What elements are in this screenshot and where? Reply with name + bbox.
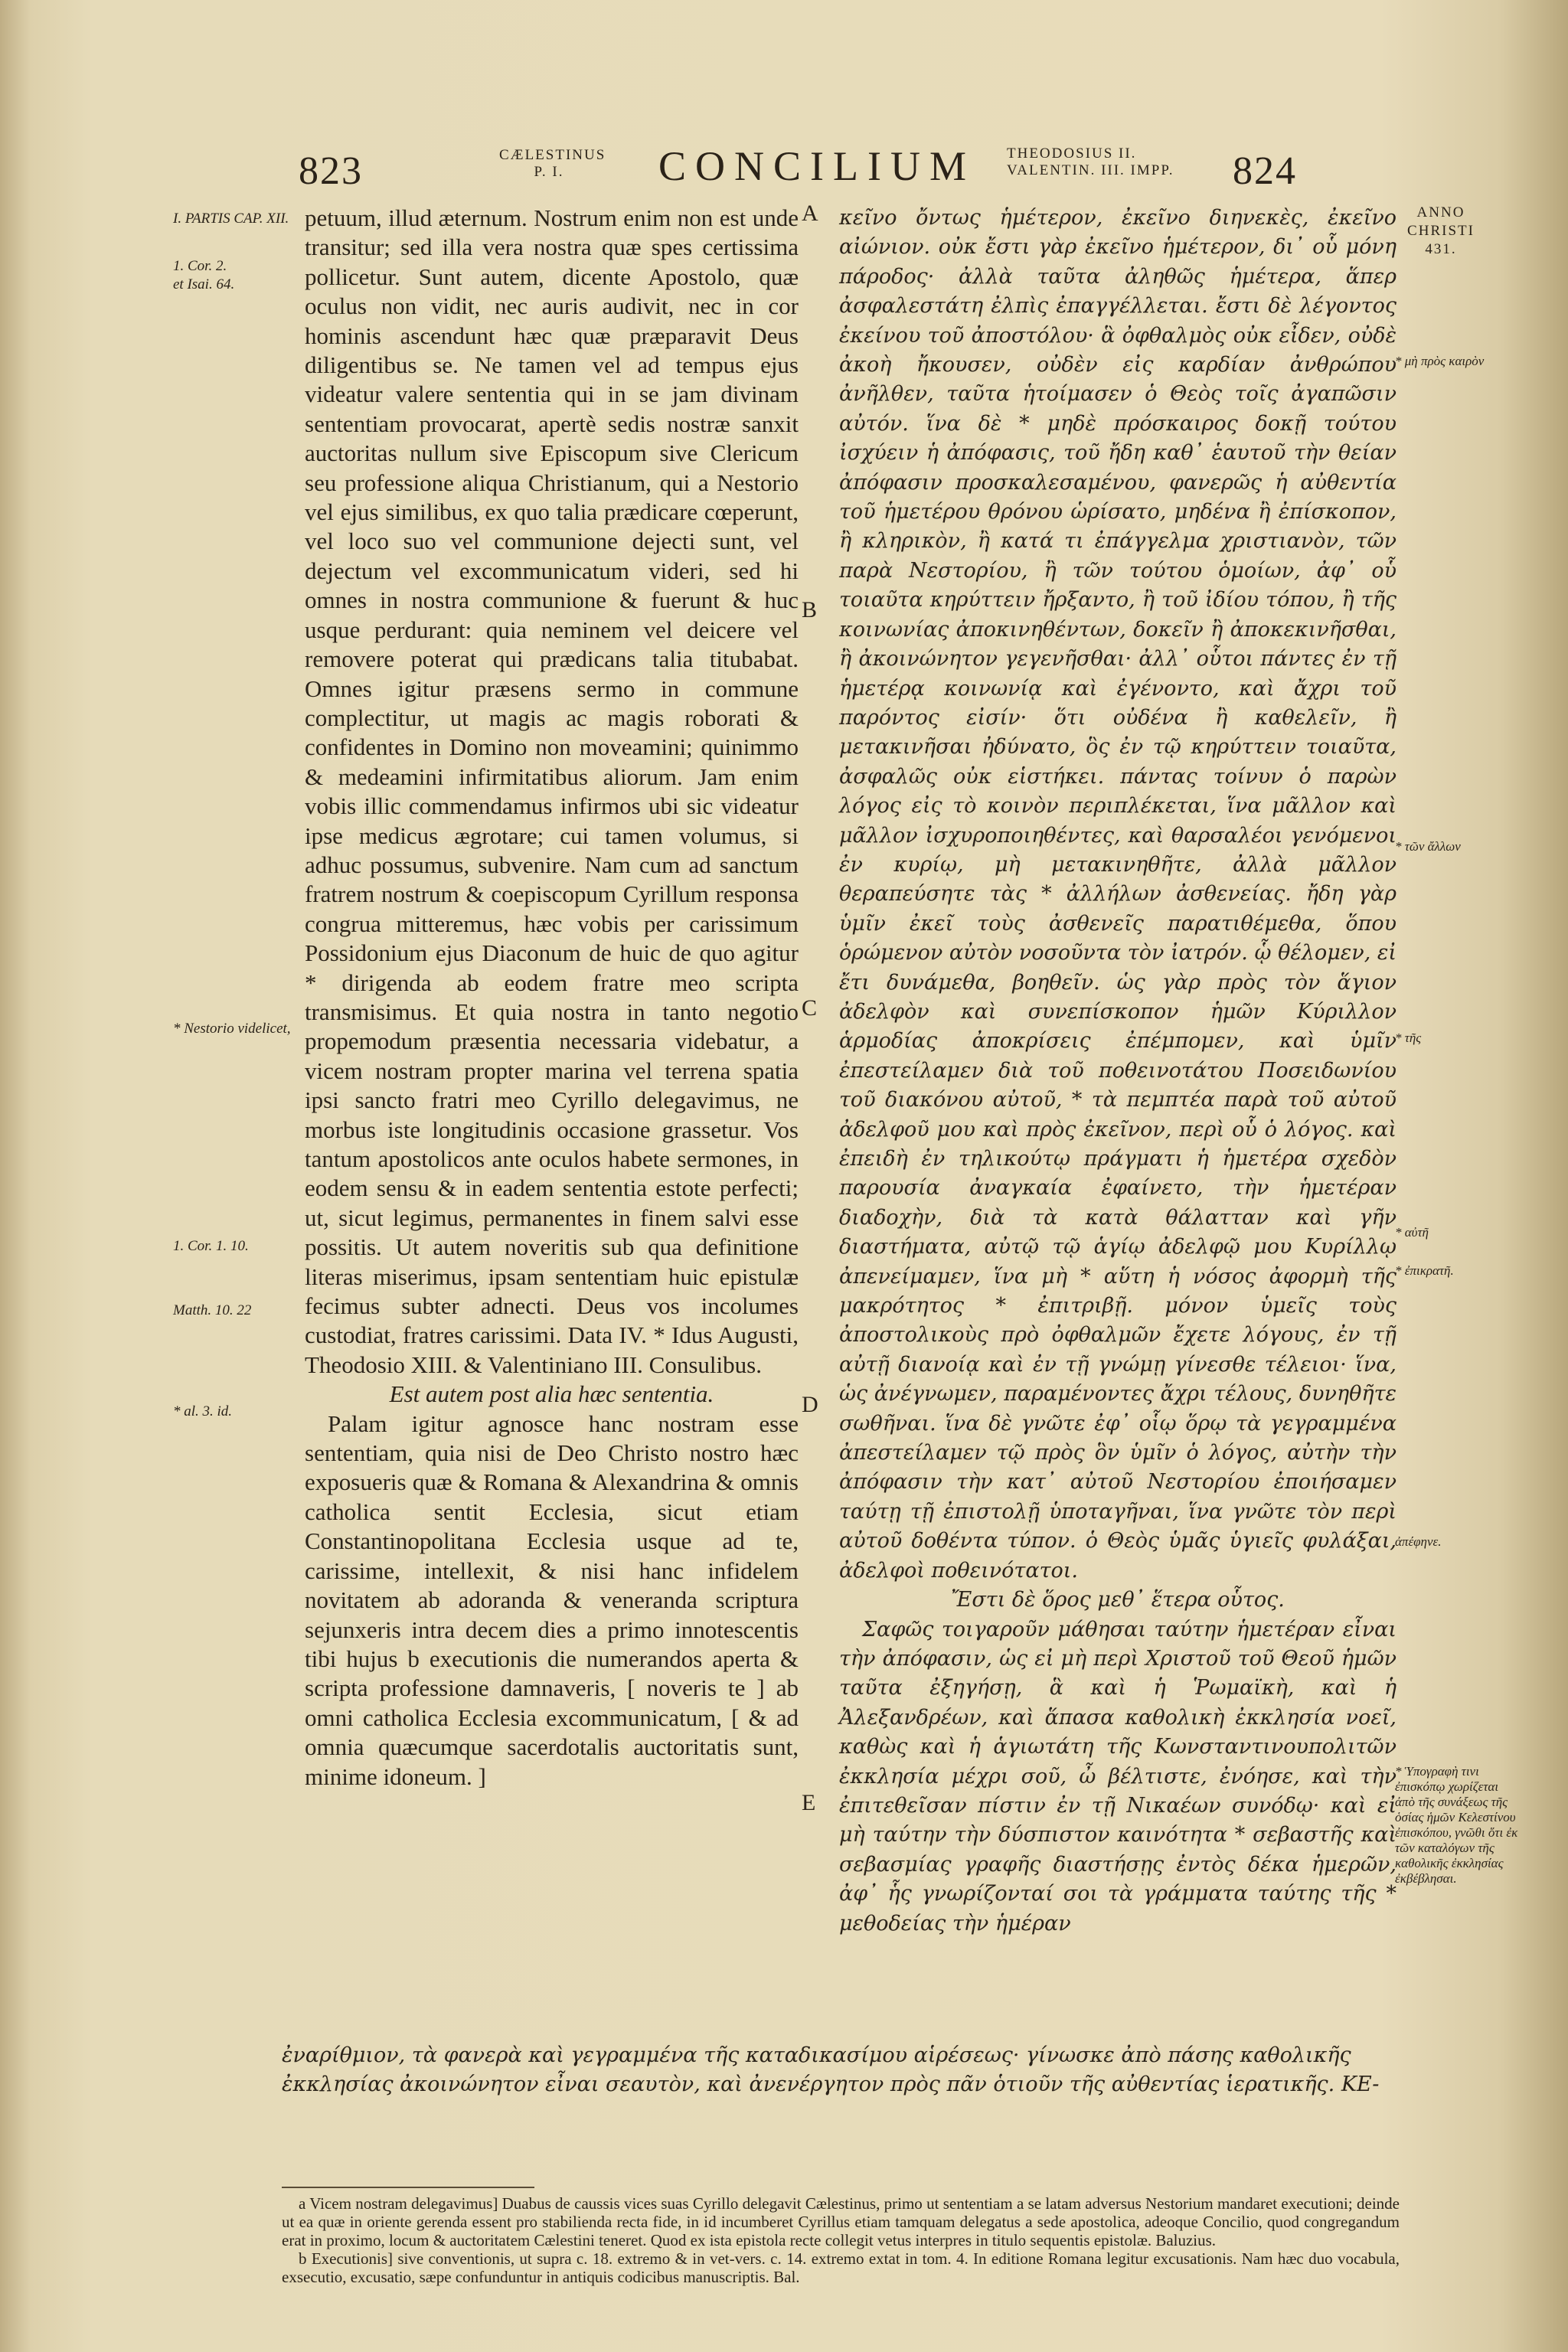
section-letter: A xyxy=(802,201,818,226)
footnotes xyxy=(282,2194,1400,2286)
section-letter: B xyxy=(802,597,818,622)
section-letter: C xyxy=(802,995,818,1021)
margin-note-ref: 1. Cor. 1. 10. xyxy=(173,1238,249,1254)
margin-note-variant: ἀπέφηνε. xyxy=(1395,1534,1442,1549)
greek-full-width-text: ἐναρίθμιον, τὰ φανερὰ καὶ γεγραμμένα τῆς καταδικασίμου αἱρέσεως· γίνωσκε ἀπὸ πάσης καθολικῆς ἐκκλησίας ἀκοινώνητον εἶναι σεαυτὸν, καὶ ἀνενέργητον πρὸς πᾶν ὁτιοῦν τῆς αὐθεντίας ἱερατικῆς. KE- xyxy=(282,2043,1380,2096)
margin-note-variant: * Ὑπογραφὴ τινι ἐπισκόπῳ χωρίζεται ἀπὸ τῆς συνάξεως τῆς ὁσίας ἡμῶν Κελεστίνου ἐπισκόπου, γνῶθι ὅτι ἐκ τῶν καταλόγων τῆς καθολικῆς ἐκκλησίας ἐκβέβλησαι. xyxy=(1395,1764,1518,1886)
margin-note-variant: * αὐτῆ xyxy=(1395,1225,1429,1240)
margin-note-gloss: * Nestorio videlicet, xyxy=(173,1021,291,1037)
margin-note-variant: * τῆς xyxy=(1395,1031,1422,1045)
latin-paragraph: petuum, illud æternum. Nostrum enim non est unde transitur; sed illa vera nostra quæ spes certissima pollicetur. Sunt autem, dicente Apostolo, quæ oculus non vidit, nec auris audivit, nec in cor hominis ascendunt hæc quæ præparavit Deus diligentibus se. Ne tamen vel ad tempus ejus videatur valere sententia qui in se jam divinam sententiam provocarat, apertè sedis nostræ sanxit auctoritas nullum sive Episcopum sive Clericum seu professione aliqua Christianum, qui a Nestorio vel ejus similibus, ex quo talia prædicare cœperunt, vel loco suo vel communione dejecti sunt, vel dejectum vel excommunicatum videri, sed hi omnes in nostra communione & fuerunt & huc usque perdurant: quia neminem vel deicere vel removere poterat qui prædicans talia titubabat. Omnes igitur præsens sermo in commune complectitur, ut magis ac magis roborati & confidentes in Domino non moveamini; quinimmo & medeamini infirmitatibus aliorum. Jam enim vobis illic commendamus infirmos ubi sic videatur ipse medicus ægrotare; cui tamen volumus, si adhuc possumus, subvenire. Nam cum ad sanctum fratrem nostrum & coepiscopum Cyrillum responsa congrua mitteremus, hæc vobis per carissimum Possidonium ejus Diaconum de huic de quo agitur * dirigenda ab eodem fratre meo scripta transmisimus. Et quia nostra in tanto negotio propemodum præsentia necessaria videbatur, a vicem nostram propter marina vel terrena spatia ipsi sancto fratri meo Cyrillo delegavimus, ne morbus iste longitudinis occasione grassetur. Vos tantum apostolicos ante oculos habete sermones, in eodem sensu & in eadem sententia estote perfecti; ut, sicut legimus, permanentes in finem salvi esse possitis. Ut autem noveritis sub qua definitione literas miserimus, ipsam sententiam huic epistulæ fecimus subter adnecti. Deus vos incolumes custodiat, fratres carissimi. Data IV. * Idus Augusti, Theodosio XIII. & Valentiniano III. Consulibus. xyxy=(305,204,799,1378)
margin-note-gloss: * al. 3. id. xyxy=(173,1403,233,1419)
section-letter: E xyxy=(802,1790,816,1815)
greek-column xyxy=(839,204,1396,1939)
margin-note-variant: * τῶν ἄλλων xyxy=(1395,839,1461,854)
margin-note-variant: * ἐπικρατῆ. xyxy=(1395,1263,1454,1278)
margin-note-variant: * μὴ πρὸς καιρὸν xyxy=(1395,354,1485,368)
margin-note-ref: Matth. 10. 22 xyxy=(173,1302,252,1318)
latin-rubric: Est autem post alia hæc sententia. xyxy=(389,1380,714,1408)
greek-rubric: Ἔστι δὲ ὅρος μεθ᾽ ἕτερα οὗτος. xyxy=(951,1588,1285,1612)
margin-note-part: I. PARTIS CAP. XII. xyxy=(173,211,289,227)
margin-note-year: ANNO CHRISTI 431. xyxy=(1407,204,1475,257)
margin-note-ref: et Isai. 64. xyxy=(173,276,235,292)
latin-paragraph: Palam igitur agnosce hanc nostram esse sententiam, quia nisi de Deo Christo nostro hæc exposueris quæ & Romana & Alexandrina & omnis catholica sentit Ecclesia, sicut etiam Constantinopolitana Ecclesia usque ad te, carissime, intellexit, & nisi hanc infidelem novitatem ab adoranda & veneranda scriptura sejunxeris intra decem dies a primo innotescentis tibi hujus b executionis die numerandos aperta & scripta professione damnaveris, [ noveris te ] ab omni catholica Ecclesia excommunicatum, [ & ad omnia quæcumque sacerdotalis auctoritatis sunt, minime idoneum. ] xyxy=(305,1410,799,1790)
greek-paragraph: Σαφῶς τοιγαροῦν μάθησαι ταύτην ἡμετέραν εἶναι τὴν ἀπόφασιν, ὡς εἰ μὴ περὶ Χριστοῦ τοῦ Θεοῦ ἡμῶν ταῦτα ἐξηγήσῃ, ἃ καὶ ἡ Ῥωμαϊκὴ, καὶ ἡ Ἀλεξανδρέων, καὶ ἅπασα καθολικὴ ἐκκλησία νοεῖ, καθὼς καὶ ἡ ἁγιωτάτη τῆς Κωνσταντινουπολιτῶν ἐκκλησία μέχρι σοῦ, ὦ βέλτιστε, ἐνόησε, καὶ τὴν ἐπιτεθεῖσαν πίστιν ἐν τῇ Νικαέων συνόδῳ· καὶ εἰ μὴ ταύτην τὴν δύσπιστον καινότητα * σεβαστῆς καὶ σεβασμίας γραφῆς διαστήσῃς ἐντὸς δέκα ἡμερῶν, ἀφ᾽ ἧς γνωρίζονταί σοι τὰ γράμματα ταύτης τῆς * μεθοδείας τὴν ἡμέραν xyxy=(839,1617,1396,1936)
footnote: a Vicem nostram delegavimus] Duabus de caussis vices suas Cyrillo delegavit Cælestinus, primo ut sententiam a se latam adversus Nestorium mandaret executioni; deinde ut ea quæ in oriente gerenda essent pro stabilienda recta fide, in id incumberet Cyrillus etiam tamquam delegatus a sede apostolica, adeoque Concilio, quod congregandum erat in proximo, locum & auctoritatem Cælestini teneret. Quod ex ista epistola recte collegit vetus interpres in titulo sequentis epistolæ. Baluzius. xyxy=(282,2194,1400,2249)
running-header xyxy=(0,142,1568,196)
margin-note-ref: 1. Cor. 2. xyxy=(173,258,227,274)
footnote-rule xyxy=(282,2187,534,2188)
running-head-left: CÆLESTINUS P. I. xyxy=(499,147,606,180)
running-head-right: THEODOSIUS II. VALENTIN. III. IMPP. xyxy=(1007,145,1174,178)
page-number-left: 823 xyxy=(299,149,363,193)
section-letter: D xyxy=(802,1392,818,1417)
footnote: b Executionis] sive conventionis, ut supra c. 18. extremo & in vet-vers. c. 14. extremo extat in tom. 4. In editione Romana legitur excusationis. Nam hæc duo vocabula, exsecutio, excusatio, sæpe confunduntur in antiquis codicibus manuscriptis. Bal. xyxy=(282,2249,1400,2286)
page-number-right: 824 xyxy=(1233,149,1297,193)
latin-column xyxy=(305,204,799,1792)
greek-paragraph: κεῖνο ὄντως ἡμέτερον, ἐκεῖνο διηνεκὲς, ἐκεῖνο αἰώνιον. οὐκ ἔστι γὰρ ἐκεῖνο ἡμέτερον, δι᾽ οὗ μόνη πάροδος· ἀλλὰ ταῦτα ἀληθῶς ἡμέτερα, ἅπερ ἀσφαλεστάτη ἐλπὶς ἐπαγγέλλεται. ἔστι δὲ λέγοντος ἐκείνου τοῦ ἀποστόλου· ἃ ὀφθαλμὸς οὐκ εἶδεν, οὐδὲ ἀκοὴ ἤκουσεν, οὐδὲν εἰς καρδίαν ἀνθρώπου ἀνῆλθεν, ταῦτα ἡτοίμασεν ὁ Θεὸς τοῖς ἀγαπῶσιν αὐτόν. ἵνα δὲ * μηδὲ πρόσκαιρος δοκῇ τούτου ἰσχύειν ἡ ἀπόφασις, τοῦ ἤδη καθ᾽ ἑαυτοῦ τὴν θείαν ἀπόφασιν προσκαλεσαμένου, φανερῶς ἡ αὐθεντία τοῦ ἡμετέρου θρόνου ὡρίσατο, μηδένα ἢ ἐπίσκοπον, ἢ κληρικὸν, ἢ κατά τι ἐπάγγελμα χριστιανὸν, τῶν παρὰ Νεστορίου, ἢ τῶν τούτου ὁμοίων, ἀφ᾽ οὗ τοιαῦτα κηρύττειν ἤρξαντο, ἢ τοῦ ἰδίου τόπου, ἢ τῆς κοινωνίας ἀποκινηθέντων, δοκεῖν ἢ ἀποκεκινῆσθαι, ἢ ἀκοινώνητον γεγενῆσθαι· ἀλλ᾽ οὗτοι πάντες ἐν τῇ ἡμετέρᾳ κοινωνίᾳ καὶ ἐγένοντο, καὶ ἄχρι τοῦ παρόντος εἰσίν· ὅτι οὐδένα ἢ καθελεῖν, ἢ μετακινῆσαι ἠδύνατο, ὃς ἐν τῷ κηρύττειν τοιαῦτα, ἀσφαλῶς οὐκ εἱστήκει. πάντας τοίνυν ὁ παρὼν λόγος εἰς τὸ κοινὸν περιπλέκεται, ἵνα μᾶλλον καὶ μᾶλλον ἰσχυροποιηθέντες, καὶ θαρσαλέοι γενόμενοι ἐν κυρίῳ, μὴ μετακινηθῆτε, ἀλλὰ μᾶλλον θεραπεύσητε τὰς * ἀλλήλων ἀσθενείας. ἤδη γὰρ ὑμῖν ἐκεῖ τοὺς ἀσθενεῖς παρατιθέμεθα, ὅπου ὁρώμενον αὐτὸν νοσοῦντα τὸν ἰατρόν. ᾧ θέλομεν, εἰ ἔτι δυνάμεθα, βοηθεῖν. ὡς γὰρ πρὸς τὸν ἅγιον ἀδελφὸν καὶ συνεπίσκοπον ἡμῶν Κύριλλον ἁρμοδίας ἀποκρίσεις ἐπέμπομεν, καὶ ὑμῖν ἐπεστείλαμεν διὰ τοῦ ποθεινοτάτου Ποσειδωνίου τοῦ διακόνου αὐτοῦ, * τὰ πεμπτέα παρὰ τοῦ αὐτοῦ ἀδελφοῦ μου καὶ πρὸς ἐκεῖνον, περὶ οὗ ὁ λόγος. καὶ ἐπειδὴ ἐν τηλικούτῳ πράγματι ἡ ἡμετέρα σχεδὸν παρουσία ἀναγκαία ἐφαίνετο, τὴν ἡμετέραν διαδοχὴν, διὰ τὰ κατὰ θάλατταν καὶ γῆν διαστήματα, αὐτῷ τῷ ἁγίῳ ἀδελφῷ μου Κυρίλλῳ ἀπενείμαμεν, ἵνα μὴ * αὕτη ἡ νόσος ἀφορμὴ τῆς μακρότητος * ἐπιτριβῇ. μόνον ὑμεῖς τοὺς ἀποστολικοὺς πρὸ ὀφθαλμῶν ἔχετε λόγους, ἐν τῇ αὐτῇ διανοίᾳ καὶ ἐν τῇ γνώμῃ γίνεσθε τέλειοι· ἵνα, ὡς ἀνέγνωμεν, παραμένοντες ἄχρι τέλους, δυνηθῆτε σωθῆναι. ἵνα δὲ γνῶτε ἐφ᾽ οἷῳ ὅρῳ τὰ γεγραμμένα ἀπεστείλαμεν τῷ πρὸς ὃν ὑμῖν ὁ λόγος, αὐτὴν τὴν ἀπόφασιν τὴν κατ᾽ αὐτοῦ Νεστορίου ἐποιήσαμεν ταύτῃ τῇ ἐπιστολῇ ὑποταγῆναι, ἵνα γνῶτε τὸν περὶ αὐτοῦ δοθέντα τύπον. ὁ Θεὸς ὑμᾶς ὑγιεῖς φυλάξαι, ἀδελφοὶ ποθεινότατοι. xyxy=(839,206,1396,1583)
running-title: CONCILIUM xyxy=(658,143,975,189)
